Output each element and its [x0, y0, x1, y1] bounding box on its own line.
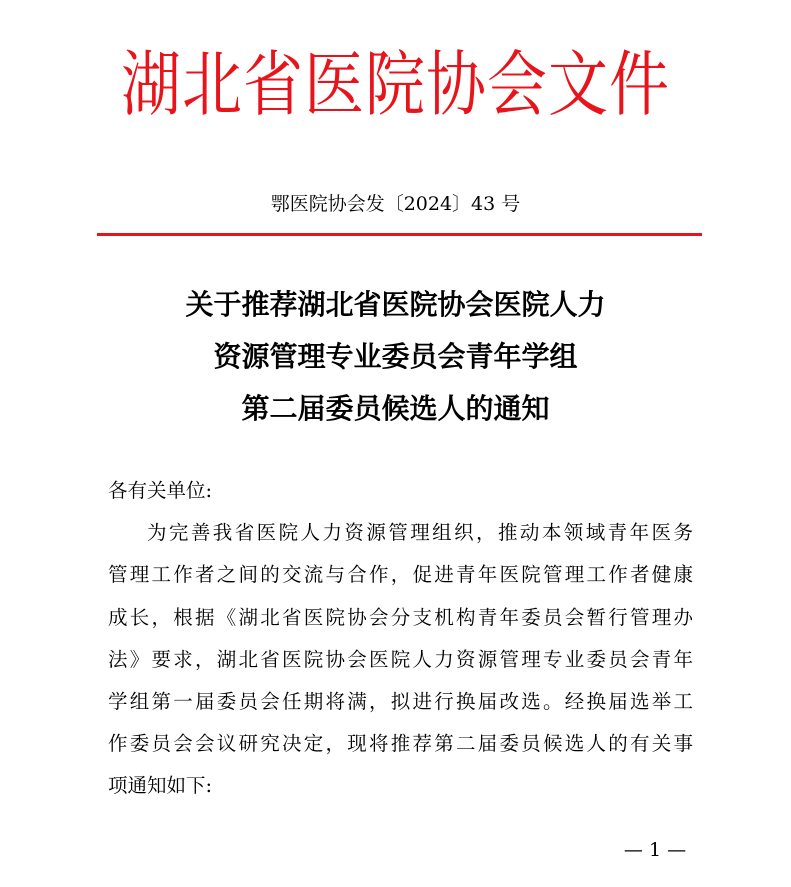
body-line: 管理工作者之间的交流与合作，促进青年医院管理工作者健康: [108, 563, 693, 587]
document-number: 鄂医院协会发〔2024〕43 号: [270, 193, 521, 215]
document-title-line: 关于推荐湖北省医院协会医院人力: [185, 288, 606, 321]
document-title-line: 第二届委员候选人的通知: [241, 392, 550, 425]
body-line: 法》要求，湖北省医院协会医院人力资源管理专业委员会青年: [108, 647, 693, 671]
salutation: 各有关单位:: [108, 479, 213, 502]
body-line: 学组第一届委员会任期将满，拟进行换届改选。经换届选举工: [108, 689, 693, 713]
issuer-header-title: 湖北省医院协会文件: [121, 43, 670, 127]
document-body: [108, 470, 693, 808]
body-line: 为完善我省医院人力资源管理组织，推动本领域青年医务: [147, 521, 693, 545]
body-line: 成长，根据《湖北省医院协会分支机构青年委员会暂行管理办: [108, 605, 693, 629]
body-line: 作委员会会议研究决定，现将推荐第二届委员候选人的有关事: [108, 732, 693, 756]
page-number: — 1 —: [623, 839, 687, 861]
document-title: [0, 279, 791, 435]
red-divider-line: [97, 233, 702, 236]
document-title-line: 资源管理专业委员会青年学组: [213, 340, 578, 373]
body-line: 项通知如下:: [108, 774, 213, 798]
